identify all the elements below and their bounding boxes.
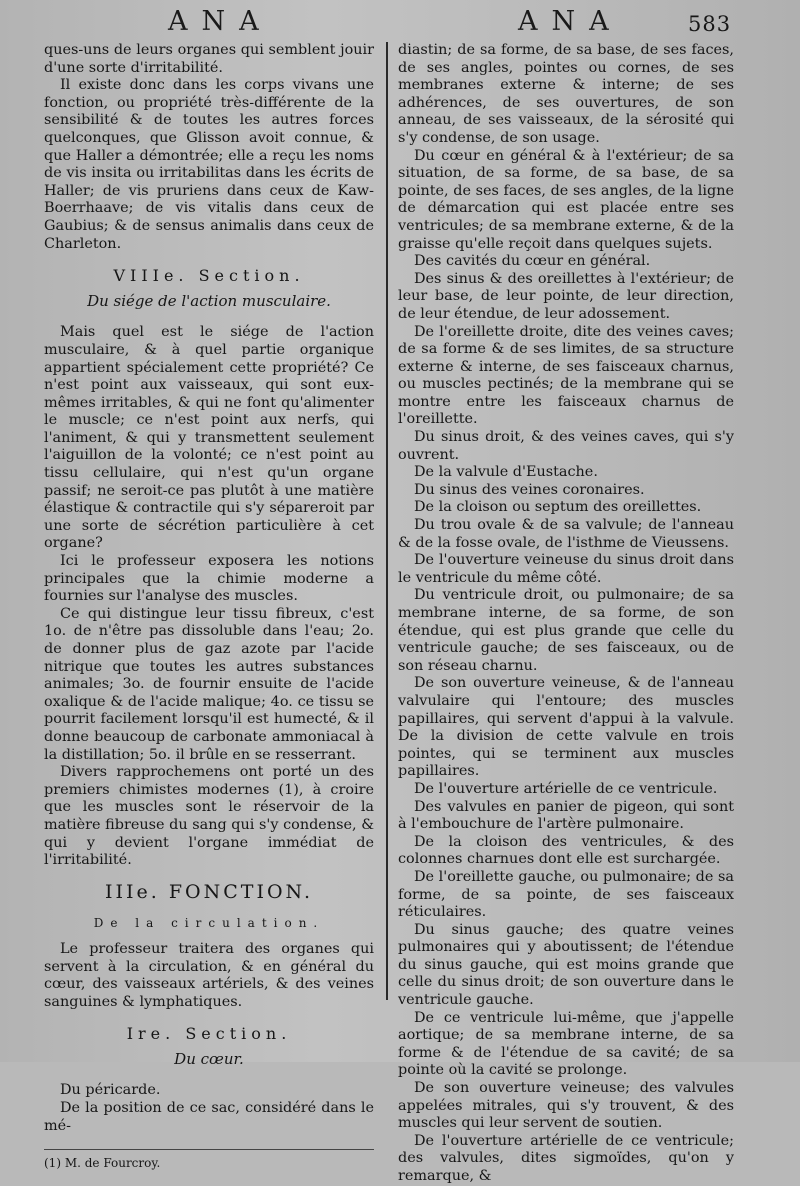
paragraph: Il existe donc dans les corps vivans une fonction, ou propriété très-différente de la sensibilité & de toutes les autres forces quelconques, que Glisson avoit connue, & que Haller a démontrée; elle a reçu les noms de vis insita ou irritabilitas dans les écrits de Haller; de vis pruriens dans ceux de Kaw-Boerrhaave; de vis vitalis dans ceux de Gaubius; & de sensus animalis dans ceux de Charleton. [44, 77, 374, 252]
paragraph: Du ventricule droit, ou pulmonaire; de sa membrane interne, de sa forme, de son étendue, qui est plus grande que celle du ventricule gauche; de ses faisceaux, ou de son réseau charnu. [398, 587, 734, 674]
paragraph: Des sinus & des oreillettes à l'extérieur; de leur base, de leur pointe, de leur direction, de leur étendue, de leur adossement. [398, 270, 734, 322]
paragraph: Du cœur en général & à l'extérieur; de sa situation, de sa forme, de sa base, de sa pointe, de ses faces, de ses angles, de la ligne de démarcation qui est placée entre ses ventricules; de sa membrane externe, & de la graisse qu'elle reçoit dans quelques sujets. [398, 147, 734, 252]
paragraph: De la cloison des ventricules, & des colonnes charnues dont elle est surchargée. [398, 833, 734, 868]
paragraph: De ce ventricule lui-même, que j'appelle aortique; de sa membrane interne, de sa forme & de l'étendue de sa cavité; de sa pointe où la cavité se prolonge. [398, 1009, 734, 1079]
paragraph: Divers rapprochemens ont porté un des premiers chimistes modernes (1), à croire que les muscles sont le réservoir de la matière fibreuse du sang qui s'y condense, & qui y devient l'organe immédiat de l'irritabilité. [44, 764, 374, 869]
paragraph: Du sinus gauche; des quatre veines pulmonaires qui y aboutissent; de l'étendue du sinus gauche, qui est moins grande que celle du sinus droit; de son ouverture dans le ventricule gauche. [398, 921, 734, 1009]
paragraph: De la position de ce sac, considéré dans le mé- [44, 1100, 374, 1134]
paragraph: Ici le professeur exposera les notions principales que la chimie moderne a fournies sur l'analyse des muscles. [44, 553, 374, 605]
paragraph: Ce qui distingue leur tissu fibreux, c'est 1o. de n'être pas dissoluble dans l'eau; 2o. de donner plus de gaz azote par l'acide nitrique que toutes les autres substances animales; 3o. de fournir ensuite de l'acide oxalique & de l'acide malique; 4o. ce tissu se pourrit facilement lorsqu'il est humecté, & il donne beaucoup de carbonate ammoniacal à la distillation; 5o. il brûle en se resserrant. [44, 605, 374, 763]
paragraph: De l'oreillette droite, dite des veines caves; de sa forme & de ses limites, de sa structure externe & interne, de ses faisceaux charnus, ou muscles pectinés; de la membrane qui se montre entre les faisceaux charnus de l'oreillette. [398, 323, 734, 428]
paragraph: Du sinus droit, & des veines caves, qui s'y ouvrent. [398, 429, 734, 463]
running-head-right: ANA [518, 6, 623, 37]
right-column [398, 42, 734, 1186]
paragraph: Des cavités du cœur en général. [414, 253, 651, 270]
paragraph: Du péricarde. [60, 1082, 161, 1099]
footnote: (1) M. de Fourcroy. [44, 1156, 161, 1171]
section-subheading: Du cœur. [174, 1049, 244, 1068]
fonction-heading: IIIe. FONCTION. [105, 880, 313, 903]
running-head-left: ANA [168, 6, 273, 37]
paragraph: De la cloison ou septum des oreillettes. [414, 499, 702, 516]
paragraph: De l'oreillette gauche, ou pulmonaire; de sa forme, de sa pointe, de ses faisceaux réticulaires. [398, 868, 734, 921]
paragraph: ques-uns de leurs organes qui semblent jouir d'une sorte d'irritabilité. [44, 42, 374, 76]
paragraph: De l'ouverture veineuse du sinus droit dans le ventricule du même côté. [398, 552, 734, 586]
footnote-rule [44, 1149, 374, 1150]
paragraph: De son ouverture veineuse, & de l'anneau valvulaire qui l'entoure; des muscles papillaires, qui servent d'appui à la valvule. De la division de cette valvule en trois pointes, qui se terminent aux muscles papillaires. [398, 675, 734, 780]
paragraph: Du trou ovale & de sa valvule; de l'anneau & de la fosse ovale, de l'isthme de Vieussens. [398, 517, 734, 551]
paragraph: diastin; de sa forme, de sa base, de ses faces, de ses angles, pointes ou cornes, de ses membranes externe & interne; de ses adhérences, de ses ouvertures, de son anneau, de ses vaisseaux, de la sérosité qui s'y condense, de son usage. [398, 42, 734, 146]
paragraph: De la valvule d'Eustache. [414, 464, 598, 481]
left-column [44, 42, 374, 1171]
paragraph: Des valvules en panier de pigeon, qui sont à l'embouchure de l'artère pulmonaire. [398, 798, 734, 833]
paragraph: De son ouverture veineuse; des valvules appelées mitrales, qui s'y trouvent, & des muscles qui leur servent de soutien. [398, 1080, 734, 1132]
section-heading: VIIIe. Section. [113, 266, 305, 286]
section-heading: Ire. Section. [126, 1024, 292, 1044]
paragraph: De l'ouverture artérielle de ce ventricule. [414, 780, 718, 797]
paragraph: Mais quel est le siége de l'action musculaire, & à quel partie organique appartient spécialement cette propriété? Ce n'est point aux vaisseaux, qui sont eux-mêmes irritables, & qui ne font qu'alimenter le muscle; ce n'est point aux nerfs, qui l'animent, & qui y transmettent seulement l'aiguillon de la volonté; ce n'est point au tissu cellulaire, qui n'est qu'un organe passif; ne seroit-ce pas plutôt à une matière élastique & contractile qui s'y sépareroit par une sorte de sécrétion particulière à cet organe? [44, 324, 374, 552]
page-number: 583 [688, 12, 732, 36]
paragraph: De l'ouverture artérielle de ce ventricule; des valvules, dites sigmoïdes, qu'on y remarque, & [398, 1132, 734, 1184]
paragraph: Du sinus des veines coronaires. [414, 481, 645, 498]
paragraph: Le professeur traitera des organes qui servent à la circulation, & en général du cœur, des vaisseaux artériels, & des veines sanguines & lymphatiques. [44, 940, 374, 1010]
fonction-subheading: De la circulation. [93, 916, 325, 931]
column-divider [386, 42, 388, 1000]
section-subheading: Du siége de l'action musculaire. [87, 291, 331, 310]
